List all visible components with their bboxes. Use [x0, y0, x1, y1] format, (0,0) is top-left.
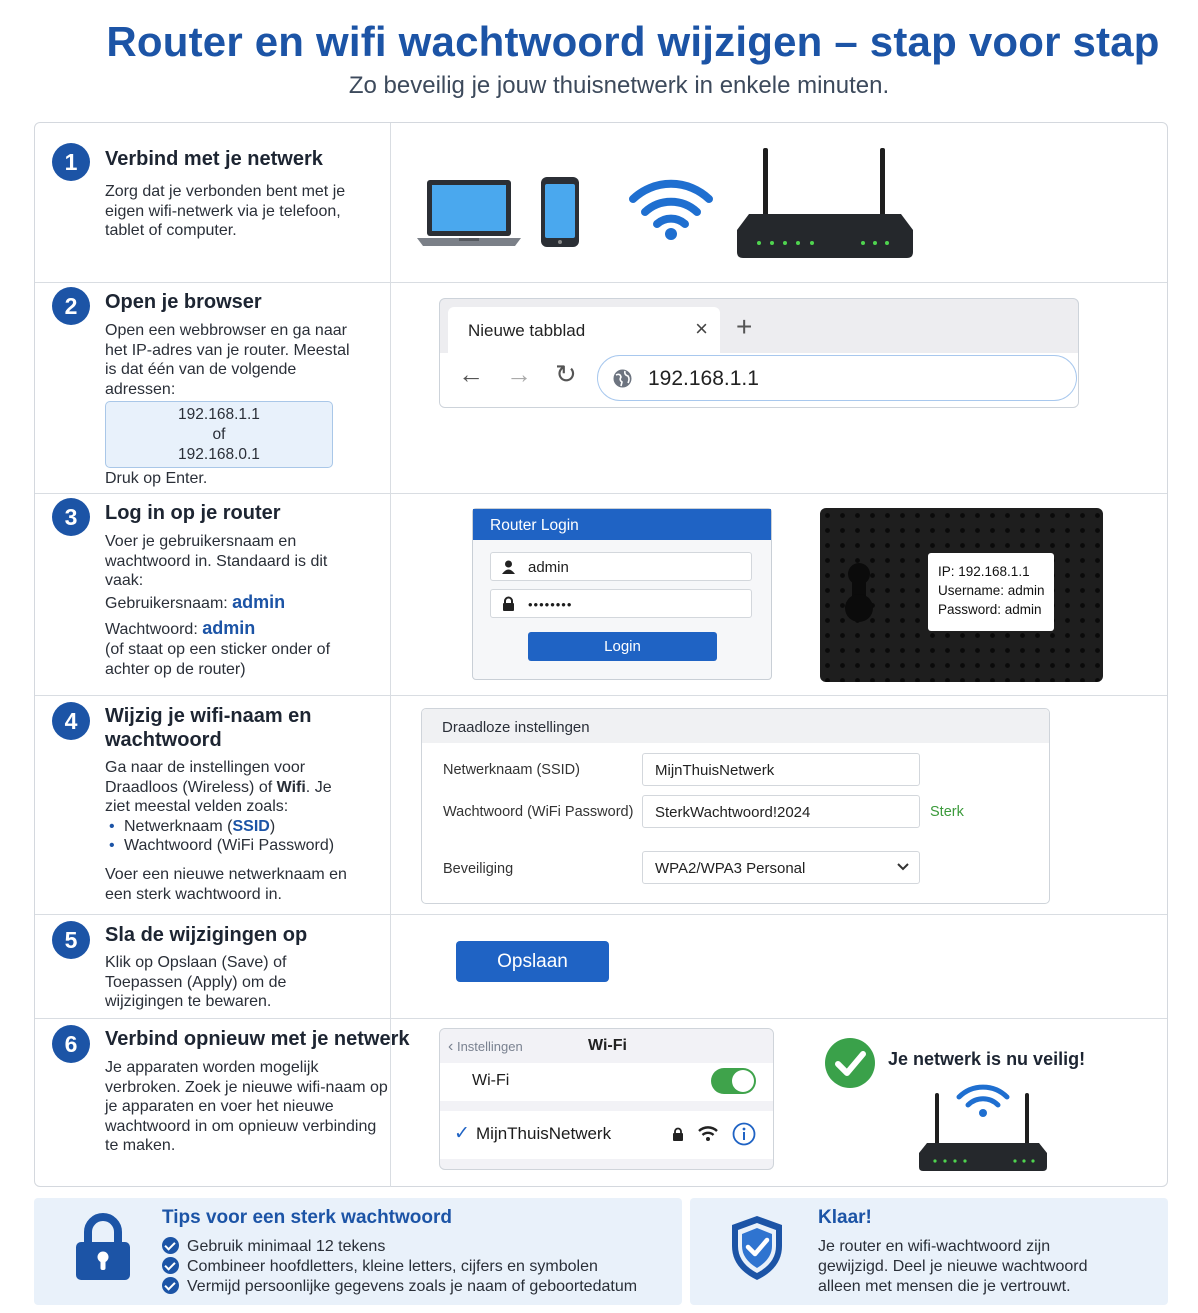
wifi-toggle[interactable] [711, 1068, 756, 1094]
sticker-username: Username: admin [938, 583, 1045, 598]
wireless-settings-header: Draadloze instellingen [422, 709, 1049, 743]
success-message: Je netwerk is nu veilig! [888, 1049, 1086, 1069]
wifi-panel-title: Wi-Fi [588, 1037, 627, 1054]
router-bottom-sticker [820, 508, 1103, 682]
step-2-after: Druk op Enter. [105, 470, 208, 488]
user-icon [502, 560, 515, 574]
password-field[interactable] [490, 589, 752, 618]
page-subtitle: Zo beveilig je jouw thuisnetwerk in enkele minuten. [348, 72, 890, 99]
save-button[interactable]: Opslaan [456, 941, 609, 982]
step-number-5: 5 [52, 921, 90, 959]
browser-window [439, 298, 1079, 408]
default-password [105, 619, 355, 640]
username-field[interactable] [490, 552, 752, 581]
wifi-settings-panel [439, 1028, 774, 1170]
ip-address-2: 192.168.0.1 [178, 446, 260, 464]
wifi-password-input[interactable]: SterkWachtwoord!2024 [642, 795, 920, 828]
password-strength-indicator: Sterk [930, 804, 964, 820]
network-row[interactable] [440, 1111, 773, 1159]
router-icon [735, 148, 915, 260]
info-icon[interactable] [732, 1122, 756, 1146]
step-3-title: Log in op je router [105, 502, 281, 524]
wifi-icon [629, 175, 713, 241]
step-number-1: 1 [52, 143, 90, 181]
address-bar[interactable] [597, 355, 1077, 401]
router-wifi-icon [917, 1081, 1049, 1173]
toggle-knob [732, 1070, 754, 1092]
tip-item [162, 1257, 598, 1276]
step-3-content [105, 532, 355, 679]
step-6-body: Je apparaten worden mogelijk verbroken. Zoek je nieuwe wifi-naam op je apparaten en voer het nieuwe wachtwoord in om opnieuw verbinding te maken. [105, 1059, 388, 1155]
step-2-content [105, 321, 365, 489]
forward-arrow-icon[interactable]: → [506, 359, 532, 389]
steps-panel [34, 122, 1168, 1187]
ssid-term: SSID [232, 817, 270, 835]
ssid-label: Netwerknaam (SSID) [443, 762, 580, 778]
step-number-4: 4 [52, 702, 90, 740]
username-value: admin [232, 591, 286, 612]
padlock-icon [74, 1212, 132, 1282]
bullet-text: Netwerknaam ( [124, 817, 233, 835]
tips-title: Tips voor een sterk wachtwoord [162, 1207, 453, 1228]
step-2-body: Open een webbrowser en ga naar het IP-adres van je router. Meestal is dat één van de volgende adressen: [105, 322, 350, 398]
close-icon[interactable]: × [695, 316, 708, 341]
password-label: Wachtwoord: [105, 621, 198, 639]
tip-item [162, 1237, 385, 1256]
password-value: •••••••• [528, 597, 573, 612]
column-divider [390, 696, 391, 914]
column-divider [390, 494, 391, 695]
wifi-term: Wifi [276, 778, 306, 796]
ip-address-1: 192.168.1.1 [178, 406, 260, 424]
check-circle-icon [162, 1237, 179, 1254]
step-3-body: Voer je gebruikersnaam en wachtwoord in. Standaard is dit vaak: [105, 533, 328, 590]
tab-title: Nieuwe tabblad [468, 321, 586, 340]
back-label: Instellingen [456, 1039, 523, 1054]
browser-tab[interactable] [448, 307, 720, 353]
tip-item [162, 1277, 637, 1296]
password-value: admin [202, 618, 256, 639]
mount-hole-icon [842, 560, 876, 626]
wifi-toggle-row [440, 1063, 773, 1101]
sticker-password: Password: admin [938, 602, 1042, 617]
step-5-title: Sla de wijzigingen op [105, 924, 308, 946]
done-box [690, 1198, 1168, 1305]
router-login-form [472, 508, 772, 680]
network-name: MijnThuisNetwerk [476, 1124, 612, 1143]
security-select[interactable] [642, 851, 920, 884]
bullet-text: ) [269, 817, 276, 835]
laptop-icon [415, 178, 523, 248]
chevron-left-icon: ‹ [448, 1038, 454, 1055]
url-text: 192.168.1.1 [648, 367, 759, 390]
column-divider [390, 915, 391, 1018]
success-check-icon [825, 1038, 875, 1088]
step-2-title: Open je browser [105, 291, 262, 313]
step-1-row [35, 123, 1167, 283]
phone-icon [540, 176, 582, 248]
step-6-title: Verbind opnieuw met je netwerk [105, 1028, 410, 1050]
lock-icon [672, 1127, 684, 1141]
tip-text: Combineer hoofdletters, kleine letters, cijfers en symbolen [187, 1258, 598, 1275]
tips-box [34, 1198, 682, 1305]
login-header: Router Login [473, 509, 771, 540]
username-value: admin [528, 559, 569, 576]
column-divider [390, 123, 391, 282]
back-arrow-icon[interactable]: ← [458, 359, 484, 389]
wifi-panel-header [440, 1029, 773, 1062]
ip-or: of [212, 426, 226, 444]
new-tab-button[interactable]: + [736, 311, 753, 342]
credential-label [928, 553, 1054, 631]
login-button[interactable]: Login [528, 632, 717, 661]
column-divider [390, 283, 391, 493]
wifi-signal-icon [698, 1126, 718, 1142]
page-title: Router en wifi wachtwoord wijzigen – stap voor stap [106, 18, 1160, 65]
step-number-3: 3 [52, 498, 90, 536]
wifi-password-label: Wachtwoord (WiFi Password) [443, 804, 634, 820]
security-label: Beveiliging [443, 861, 514, 877]
step-4-content [105, 758, 360, 904]
lock-icon [502, 596, 515, 611]
checkmark-icon: ✓ [454, 1123, 470, 1144]
list-item [107, 817, 360, 837]
step-3-note: (of staat op een sticker onder of achter op de router) [105, 640, 331, 678]
step-number-2: 2 [52, 287, 90, 325]
security-value: WPA2/WPA3 Personal [655, 860, 806, 877]
shield-check-icon [728, 1214, 786, 1282]
wireless-settings-form [421, 708, 1050, 904]
browser-toolbar [440, 353, 1078, 408]
username-label: Gebruikersnaam: [105, 594, 228, 612]
done-title: Klaar! [818, 1207, 872, 1228]
step-4-body [105, 758, 360, 817]
back-link[interactable] [448, 1038, 523, 1056]
ssid-input[interactable]: MijnThuisNetwerk [642, 753, 920, 786]
done-body: Je router en wifi-wachtwoord zijn gewijzigd. Deel je nieuwe wachtwoord alleen met mensen die je vertrouwt. [818, 1238, 1088, 1295]
step-1-title: Verbind met je netwerk [105, 148, 323, 170]
reload-icon[interactable]: ↻ [555, 359, 577, 389]
step-5-body: Klik op Opslaan (Save) of Toepassen (Apply) om de wijzigingen te bewaren. [105, 954, 287, 1011]
chevron-down-icon [897, 863, 909, 871]
check-circle-icon [162, 1277, 179, 1294]
globe-icon [612, 368, 633, 389]
wifi-toggle-label: Wi-Fi [472, 1072, 510, 1089]
sticker-ip: IP: 192.168.1.1 [938, 564, 1030, 579]
wireless-term: Draadloos (Wireless) [105, 778, 255, 796]
step-1-body: Zorg dat je verbonden bent met je eigen wifi-netwerk via je telefoon, tablet of computer. [105, 183, 346, 240]
step-4-body-text: . Je ziet meestal velden zoals: [105, 778, 332, 816]
list-item: • Wachtwoord (WiFi Password) [107, 836, 360, 856]
tip-text: Vermijd persoonlijke gegevens zoals je naam of geboortedatum [187, 1278, 638, 1295]
check-circle-icon [162, 1257, 179, 1274]
step-4-after: Voer een nieuwe netwerknaam en een sterk wachtwoord in. [105, 865, 347, 903]
default-username [105, 593, 355, 614]
ip-address-box [105, 401, 333, 468]
tip-text: Gebruik minimaal 12 tekens [187, 1238, 386, 1255]
step-number-6: 6 [52, 1025, 90, 1063]
step-4-title: Wijzig je wifi-naam en wachtwoord [105, 705, 312, 751]
field-list [107, 817, 360, 856]
step-4-body-text: Ga naar de instellingen voor [105, 759, 306, 776]
step-4-body-text: of [254, 778, 277, 796]
